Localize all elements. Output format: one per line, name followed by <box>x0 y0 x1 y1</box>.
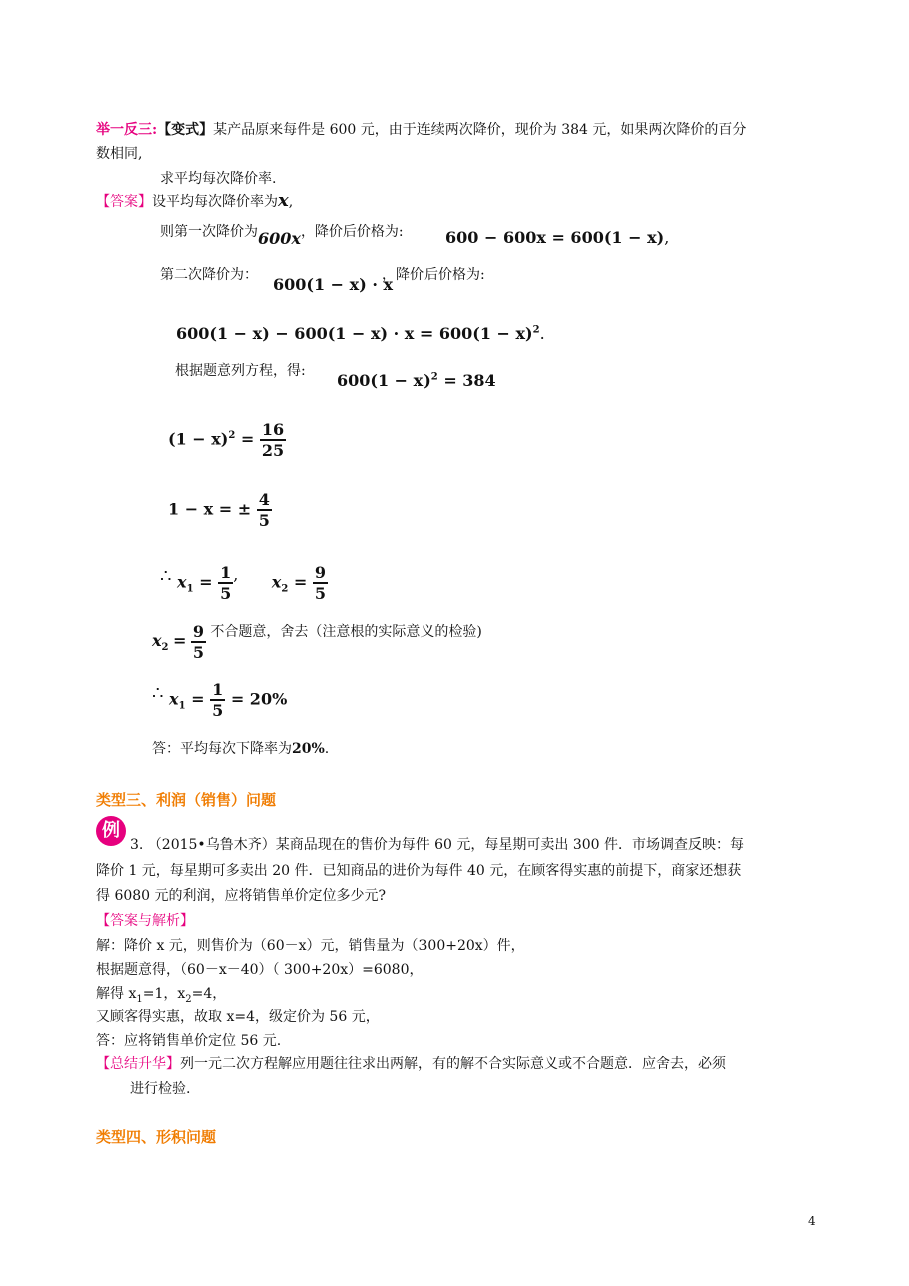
first-drop-line <box>160 220 404 248</box>
summary-line1: 【总结升华】列一元二次方程解应用题往往求出两解，有的解不合实际意义或不合题意．应舍去，必须 <box>96 1056 726 1072</box>
final-answer: 答：平均每次下降率为20%. <box>152 741 330 757</box>
variant-line2: 数相同, <box>96 146 143 162</box>
solution-1: 解：降价 x 元，则售价为（60－x）元，销售量为（300+20x）件， <box>96 938 525 954</box>
summary-tag: 【总结升华】 <box>96 1056 180 1072</box>
problem-line3: 得 6080 元的利润，应将销售单价定位多少元? <box>96 888 387 904</box>
variant-tag: 【变式】 <box>157 122 214 138</box>
solution-3: 解得 $x_1=1$，$x_2=4$， <box>96 986 227 1005</box>
first-drop-label: 则第一次降价为 <box>160 224 258 240</box>
example-badge: 例 <box>96 816 126 846</box>
first-price-label: ，降价后价格为: <box>300 224 404 240</box>
summary-line2: 进行检验. <box>130 1081 191 1097</box>
variant-question: 求平均每次降价率. <box>160 171 277 187</box>
answer-tag: 【答案】 <box>96 194 152 210</box>
answer-setup-line: 【答案】设平均每次降价率为x, <box>96 190 294 211</box>
second-drop-line <box>160 264 258 286</box>
answer-setup: 设平均每次降价率为 <box>152 194 278 210</box>
solution-5: 答：应将销售单价定位 56 元. <box>96 1033 282 1049</box>
main-equation: $600(1 - x)^2 = 384$ <box>337 371 496 390</box>
problem-line1: 3. （2015•乌鲁木齐）某商品现在的售价为每件 60 元，每星期可卖出 300 件．市场调查反映：每 <box>130 837 745 853</box>
reject-line: $x_2$ = $\frac{9}{5}$ 不合题意，舍去（注意根的实际意义的检验) <box>152 622 482 662</box>
answer-analysis-tag: 【答案与解析】 <box>96 913 194 929</box>
second-price-label: ，降价后价格为: <box>382 267 485 283</box>
second-drop-expr: 600(1 − x) · x <box>273 275 394 294</box>
first-price-expr: 600 − 600x = 600(1 − x), <box>445 228 670 247</box>
variant-prefix: 举一反三: <box>96 122 158 138</box>
expand-expr: $600(1 - x) - 600(1 - x) \cdot x = 600(1 - x)^2$. <box>176 324 545 343</box>
pm-equation: 1 − x = ± $\frac{4}{5}$ <box>168 490 270 530</box>
var-x: x <box>278 190 289 211</box>
roots-line: ∴ $x_1$ = $\frac{1}{5}$ , $x_2$ = $\frac{9}{5}$ <box>160 563 326 603</box>
reject-note: 不合题意，舍去（注意根的实际意义的检验) <box>210 624 482 640</box>
section3-heading: 类型三、利润（销售）问题 <box>96 791 277 809</box>
solution-2: 根据题意得，（60－x－40）（ 300+20x）=6080， <box>96 962 424 978</box>
variant-text-1: 某产品原来每件是 600 元，由于连续两次降价，现价为 384 元，如果两次降价的百分 <box>213 122 747 138</box>
square-equation: $(1 - x)^2$ = $\frac{16}{25}$ <box>168 420 285 460</box>
second-drop-label: 第二次降价为： <box>160 267 258 283</box>
final-root-line: ∴ $x_1$ = $\frac{1}{5}$ = 20% <box>152 680 288 720</box>
section4-heading: 类型四、形积问题 <box>96 1128 217 1146</box>
equation-label: 根据题意列方程，得: <box>175 363 306 379</box>
problem-line2: 降价 1 元，每星期可多卖出 20 件．已知商品的进价为每件 40 元，在顾客得实惠的前提下，商家还想获 <box>96 863 742 879</box>
first-drop-expr: 600x <box>258 229 301 248</box>
variant-line1 <box>96 119 746 141</box>
page-number: 4 <box>808 1214 816 1228</box>
solution-4: 又顾客得实惠，故取 x=4，级定价为 56 元， <box>96 1009 380 1025</box>
